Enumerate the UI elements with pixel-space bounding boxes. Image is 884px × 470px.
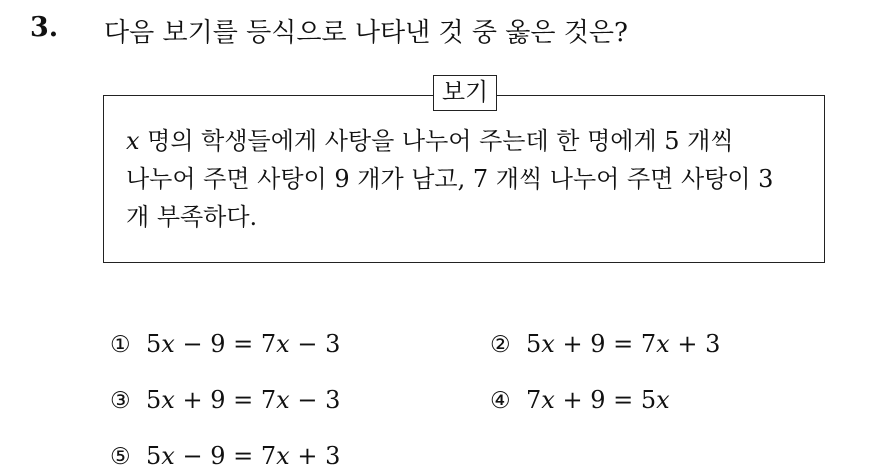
choice-1-mark: ①	[110, 332, 131, 358]
bogi-body	[126, 122, 816, 236]
choice-5-mark: ⑤	[110, 444, 131, 470]
question-prompt: 다음 보기를 등식으로 나타낸 것 중 옳은 것은?	[104, 18, 628, 48]
choice-2-mark: ②	[490, 332, 511, 358]
bogi-label: 보기	[433, 75, 497, 111]
bogi-line-1	[126, 122, 816, 160]
question-number: 3.	[30, 12, 59, 43]
choice-5-equation: 5x − 9 = 7x + 3	[146, 442, 341, 470]
bogi-variable: x	[126, 127, 140, 155]
choice-2[interactable]	[490, 330, 720, 358]
choice-4-equation: 7x + 9 = 5x	[526, 386, 670, 414]
choice-3[interactable]	[110, 386, 340, 414]
choice-3-equation: 5x + 9 = 7x − 3	[146, 386, 341, 414]
choice-5[interactable]	[110, 442, 340, 470]
choice-1-equation: 5x − 9 = 7x − 3	[146, 330, 341, 358]
choice-1[interactable]	[110, 330, 340, 358]
bogi-line-2: 나누어 주면 사탕이 9 개가 남고, 7 개씩 나누어 주면 사탕이 3	[126, 165, 774, 193]
bogi-line-1-text: 명의 학생들에게 사탕을 나누어 주는데 한 명에게 5 개씩	[139, 127, 734, 155]
choice-3-mark: ③	[110, 388, 131, 414]
bogi-box	[103, 78, 825, 263]
choice-4-mark: ④	[490, 388, 511, 414]
choice-4[interactable]	[490, 386, 670, 414]
bogi-line-3: 개 부족하다.	[126, 203, 258, 231]
choice-2-equation: 5x + 9 = 7x + 3	[526, 330, 721, 358]
